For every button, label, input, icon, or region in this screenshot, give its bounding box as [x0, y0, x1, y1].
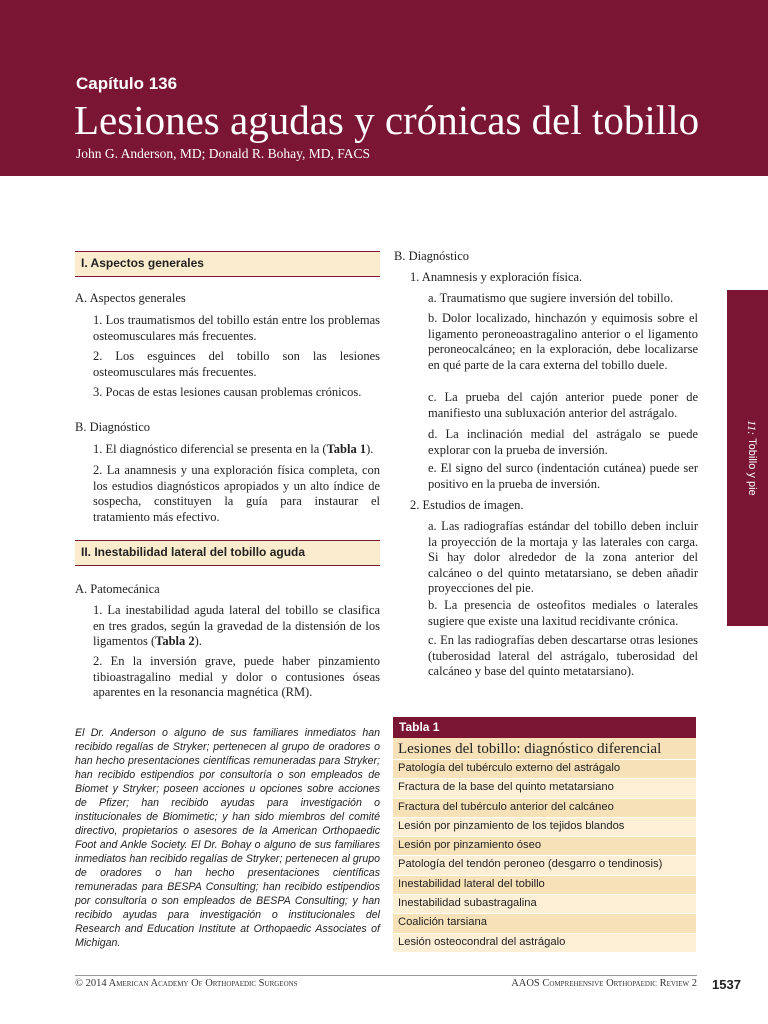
text-part: 1. El diagnóstico diferencial se presenta en la ( [93, 442, 327, 456]
text-part: 1. La inestabilidad aguda lateral del tobillo se clasifica en tres grados, según la gravedad de la distensión de los ligamentos ( [93, 603, 380, 648]
section-name: Tobillo y pie [746, 438, 758, 496]
text-part: ). [194, 634, 202, 648]
footer-book-title: AAOS Comprehensive Orthopaedic Review 2 [511, 978, 697, 989]
list-item: e. El signo del surco (indentación cutánea) puede ser positivo en la prueba de inversión. [428, 461, 698, 491]
list-item [93, 603, 380, 650]
list-item: c. La prueba del cajón anterior puede poner de manifiesto una subluxación anterior del astrágalo. [428, 390, 698, 420]
list-item: 3. Pocas de estas lesiones causan problemas crónicos. [93, 385, 362, 399]
table-row: Lesión osteocondral del astrágalo [393, 934, 696, 953]
chapter-label: Capítulo 136 [76, 74, 178, 93]
subsection-label: B. Diagnóstico [394, 249, 469, 263]
list-item: 2. La anamnesis y una exploración física completa, con los estudios diagnósticos apropiados y un alto índice de sospecha, constituyen la guía para instaurar el tratamiento más efectivo. [93, 463, 380, 524]
list-item: c. En las radiografías deben descartarse otras lesiones (tuberosidad lateral del astrágalo, tuberosidad del calcáneo y base del quinto metatarsiano). [428, 633, 698, 678]
footer-rule [75, 975, 697, 976]
list-item: a. Las radiografías estándar del tobillo deben incluir la proyección de la mortaja y las laterales con carga. Si hay dolor alrededor de la zona anterior del calcáneo o del quinto metatarsiano, se deben añadir proyecciones del pie. [428, 519, 698, 595]
section-heading-general: I. Aspectos generales [75, 251, 380, 277]
subsection-label: A. Aspectos generales [75, 291, 186, 305]
footer-copyright: © 2014 American Academy Of Orthopaedic Surgeons [75, 978, 298, 989]
list-item: 2. Los esguinces del tobillo son las lesiones osteomusculares más frecuentes. [93, 349, 380, 379]
list-item: 1. Anamnesis y exploración física. [410, 270, 583, 284]
list-item: b. La presencia de osteofitos mediales o laterales sugiere que existe una laxitud recidivante crónica. [428, 598, 698, 628]
list-item: b. Dolor localizado, hinchazón y equimosis sobre el ligamento peroneoastragalino anterior o el ligamento peroneocalcáneo; en la exploración, debe localizarse en qué parte de la cara externa del tobillo duele. [428, 311, 698, 372]
list-item: 2. Estudios de imagen. [410, 498, 524, 512]
list-item: d. La inclinación medial del astrágalo se puede explorar con la prueba de inversión. [428, 427, 698, 457]
table-title: Lesiones del tobillo: diagnóstico diferencial [393, 738, 696, 760]
table-row: Lesión por pinzamiento de los tejidos blandos [393, 818, 696, 837]
section-heading-instability: II. Inestabilidad lateral del tobillo aguda [75, 540, 380, 566]
list-item: a. Traumatismo que sugiere inversión del tobillo. [428, 291, 674, 305]
table-body [393, 760, 696, 953]
table-row: Fractura del tubérculo anterior del calcáneo [393, 799, 696, 818]
section-side-tab-label [735, 420, 759, 530]
chapter-authors: John G. Anderson, MD; Donald R. Bohay, MD, FACS [76, 146, 371, 161]
list-item [93, 442, 380, 458]
table-label: Tabla 1 [393, 717, 696, 738]
section-number: 11: [745, 420, 759, 436]
table-differential-diagnosis [393, 717, 696, 953]
page-number: 1537 [712, 977, 741, 992]
chapter-title: Lesiones agudas y crónicas del tobillo [74, 97, 700, 143]
table-row: Lesión por pinzamiento óseo [393, 837, 696, 856]
author-disclosure: El Dr. Anderson o alguno de sus familiares inmediatos han recibido regalías de Stryker; pertenecen al grupo de oradores o han hecho presentaciones científicas remuneradas para Stryker; han recibido estipendios por consultoría o son empleados de Biomet y Stryker; poseen acciones u opciones sobre acciones de Pfizer; han recibido ayudas para investigación o institucionales de Biomimetic; y han sido miembros del comité directivo, propietarios o asesores de la American Orthopaedic Foot and Ankle Society. El Dr. Bohay o alguno de sus familiares inmediatos han recibido regalías de Stryker; pertenecen al grupo de oradores o han hecho presentaciones científicas remuneradas para BESPA Consulting; han recibido estipendios por consultoría o son empleados de BESPA Consulting; y han recibido ayudas para investigación o institucionales del Research and Education Institute at Orthopaedic Associates of Michigan. [75, 727, 380, 949]
table-row: Patología del tubérculo externo del astrágalo [393, 760, 696, 779]
text-part: ). [366, 442, 374, 456]
list-item: 1. Los traumatismos del tobillo están entre los problemas osteomusculares más frecuentes. [93, 313, 380, 343]
table-row: Fractura de la base del quinto metatarsiano [393, 779, 696, 798]
table-row: Inestabilidad subastragalina [393, 895, 696, 914]
subsection-label: B. Diagnóstico [75, 420, 150, 434]
table-reference: Tabla 1 [326, 442, 367, 456]
table-row: Patología del tendón peroneo (desgarro o tendinosis) [393, 856, 696, 875]
table-row: Inestabilidad lateral del tobillo [393, 876, 696, 895]
subsection-label: A. Patomecánica [75, 582, 160, 596]
table-reference: Tabla 2 [155, 634, 195, 648]
table-row: Coalición tarsiana [393, 914, 696, 933]
list-item: 2. En la inversión grave, puede haber pinzamiento tibioastragalino medial y dolor o contusiones óseas aparentes en la resonancia magnética (RM). [93, 654, 380, 699]
